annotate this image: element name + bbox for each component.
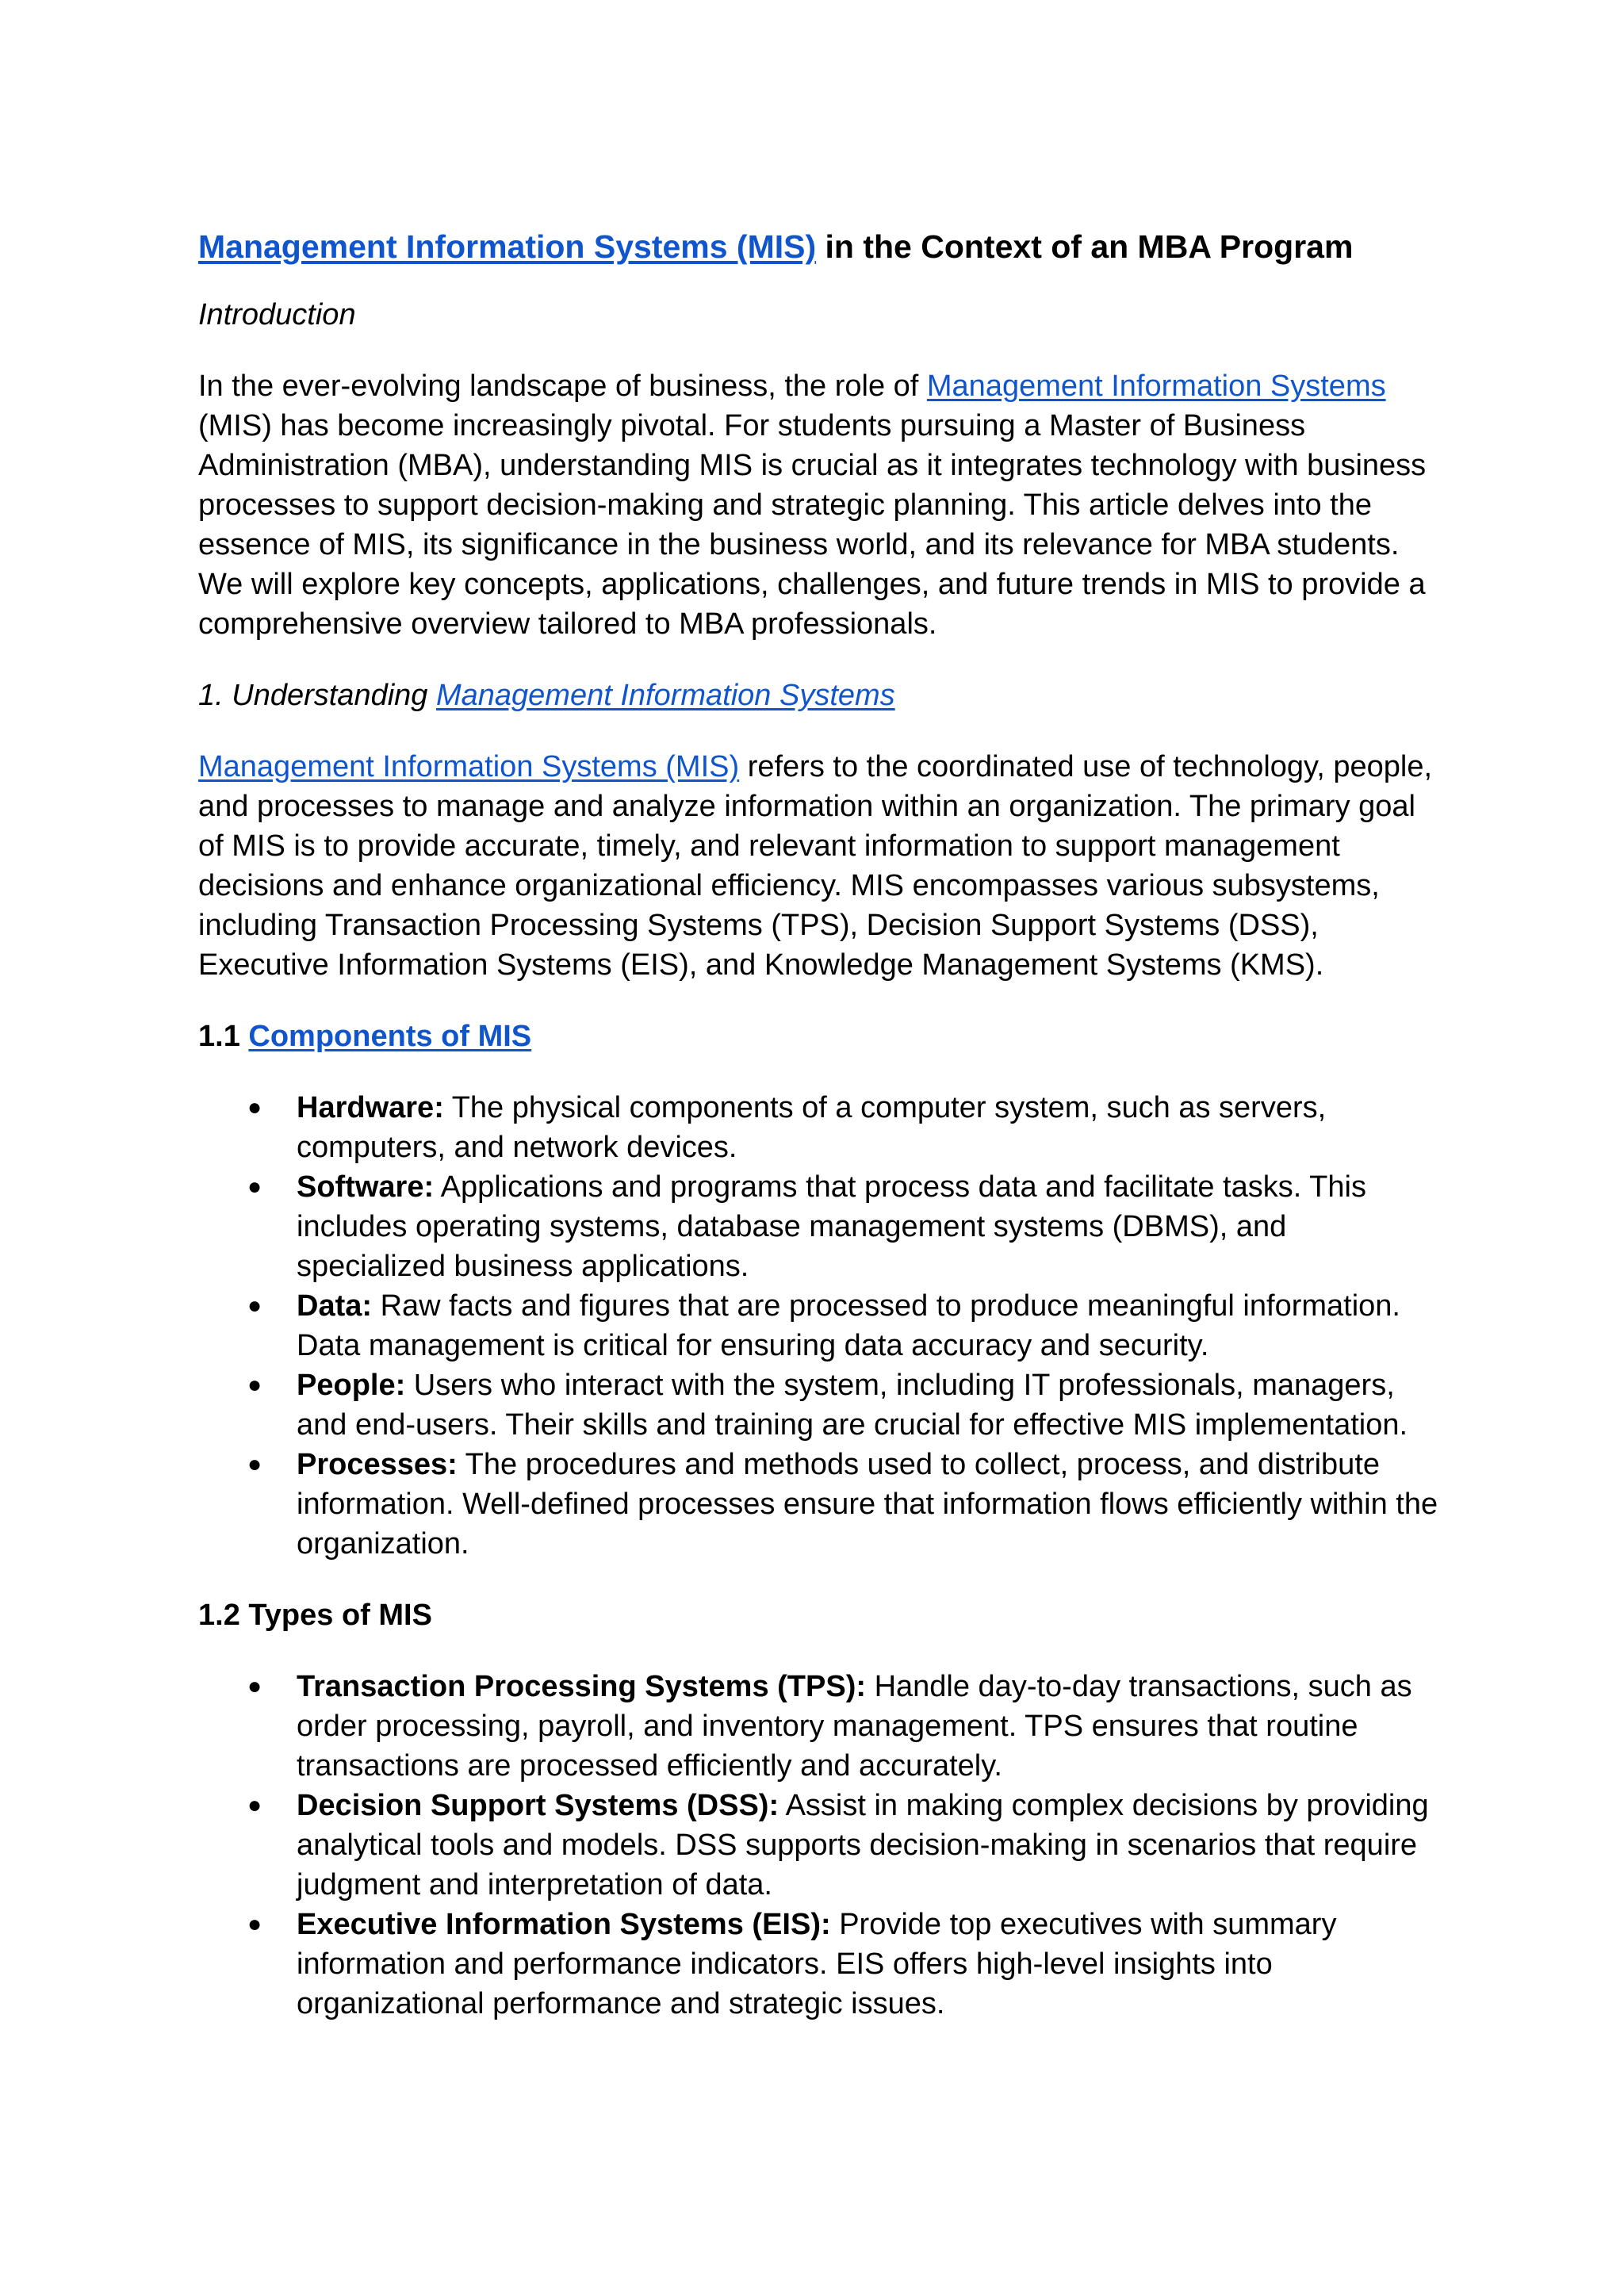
list-item-text: Assist in making complex decisions by providing analytical tools and models. DSS supports decision-making in scenarios that require judgment and interpretation of data. [297,1789,1429,1901]
list-item-text: Applications and programs that process data and facilitate tasks. This includes operating systems, database management systems (DBMS), and specialized business applications. [297,1170,1366,1283]
list-item [198,1088,1443,1167]
components-list [198,1088,1443,1564]
list-item-term: Data: [297,1289,373,1323]
bullet-icon: ● [247,1372,262,1398]
intro-label: Introduction [198,298,356,331]
section-1-paragraph [198,747,1443,985]
list-item-term: Decision Support Systems (DSS): [297,1789,779,1822]
bullet-icon: ● [247,1293,262,1319]
list-item-text: Handle day-to-day transactions, such as order processing, payroll, and inventory management. TPS ensures that routine transactions are processed efficiently and accurately. [297,1670,1412,1783]
bullet-icon: ● [247,1094,262,1120]
intro-text-after: (MIS) has become increasingly pivotal. For students pursuing a Master of Business Administration (MBA), understanding MIS is crucial as it integrates technology with business processes to support decision-making and strategic planning. This article delves into the essence of MIS, its significance in the business world, and its relevance for MBA students. We will explore key concepts, applications, challenges, and future trends in MIS to provide a comprehensive overview tailored to MBA professionals. [198,409,1427,641]
types-list [198,1667,1443,2024]
list-item-term: People: [297,1369,406,1402]
document-page [198,224,1443,2055]
section-1-mis-link[interactable]: Management Information Systems (MIS) [198,750,740,783]
list-item-text: The procedures and methods used to collect, process, and distribute information. Well-defined processes ensure that information flows efficiently within the organization. [297,1448,1438,1561]
section-1-heading-link[interactable]: Management Information Systems [435,679,895,712]
list-item [198,1445,1443,1564]
list-item [198,1365,1443,1445]
intro-text-before: In the ever-evolving landscape of business, the role of [198,370,927,403]
list-item-term: Hardware: [297,1091,444,1124]
section-1-2-heading: 1.2 Types of MIS [198,1599,432,1632]
section-1-heading-prefix: 1. Understanding [198,679,436,712]
list-item-term: Transaction Processing Systems (TPS): [297,1670,867,1703]
title-rest: in the Context of an MBA Program [816,228,1354,265]
bullet-icon: ● [247,1174,262,1200]
section-1-text: refers to the coordinated use of technology, people, and processes to manage and analyze information within an organization. The primary goal of MIS is to provide accurate, timely, and relevant information to support management decisions and enhance organizational efficiency. MIS encompasses various subsystems, including Transaction Processing Systems (TPS), Decision Support Systems (DSS), Executive Information Systems (EIS), and Knowledge Management Systems (KMS). [198,750,1433,982]
intro-paragraph [198,366,1443,644]
bullet-icon: ● [247,1911,262,1937]
list-item-text: Provide top executives with summary information and performance indicators. EIS offers high-level insights into organizational performance and strategic issues. [297,1908,1337,2020]
title-link[interactable]: Management Information Systems (MIS) [198,228,817,265]
section-1-heading [198,676,1443,715]
section-1-1-heading [198,1017,1443,1056]
list-item-term: Processes: [297,1448,458,1481]
components-of-mis-link[interactable]: Components of MIS [248,1020,532,1053]
page-title [198,224,1443,270]
list-item-text: Raw facts and figures that are processed to produce meaningful information. Data management is critical for ensuring data accuracy and security. [297,1289,1400,1362]
list-item [198,1167,1443,1286]
list-item [198,1286,1443,1365]
list-item-text: Users who interact with the system, including IT professionals, managers, and end-users. Their skills and training are crucial for effective MIS implementation. [297,1369,1408,1442]
list-item [198,1786,1443,1905]
section-1-1-prefix: 1.1 [198,1020,249,1053]
bullet-icon: ● [247,1673,262,1699]
bullet-icon: ● [247,1451,262,1477]
list-item [198,1905,1443,2024]
intro-mis-link[interactable]: Management Information Systems [926,370,1386,403]
list-item-text: The physical components of a computer system, such as servers, computers, and network devices. [297,1091,1327,1164]
list-item-term: Executive Information Systems (EIS): [297,1908,831,1941]
list-item-term: Software: [297,1170,435,1204]
list-item [198,1667,1443,1786]
bullet-icon: ● [247,1792,262,1818]
